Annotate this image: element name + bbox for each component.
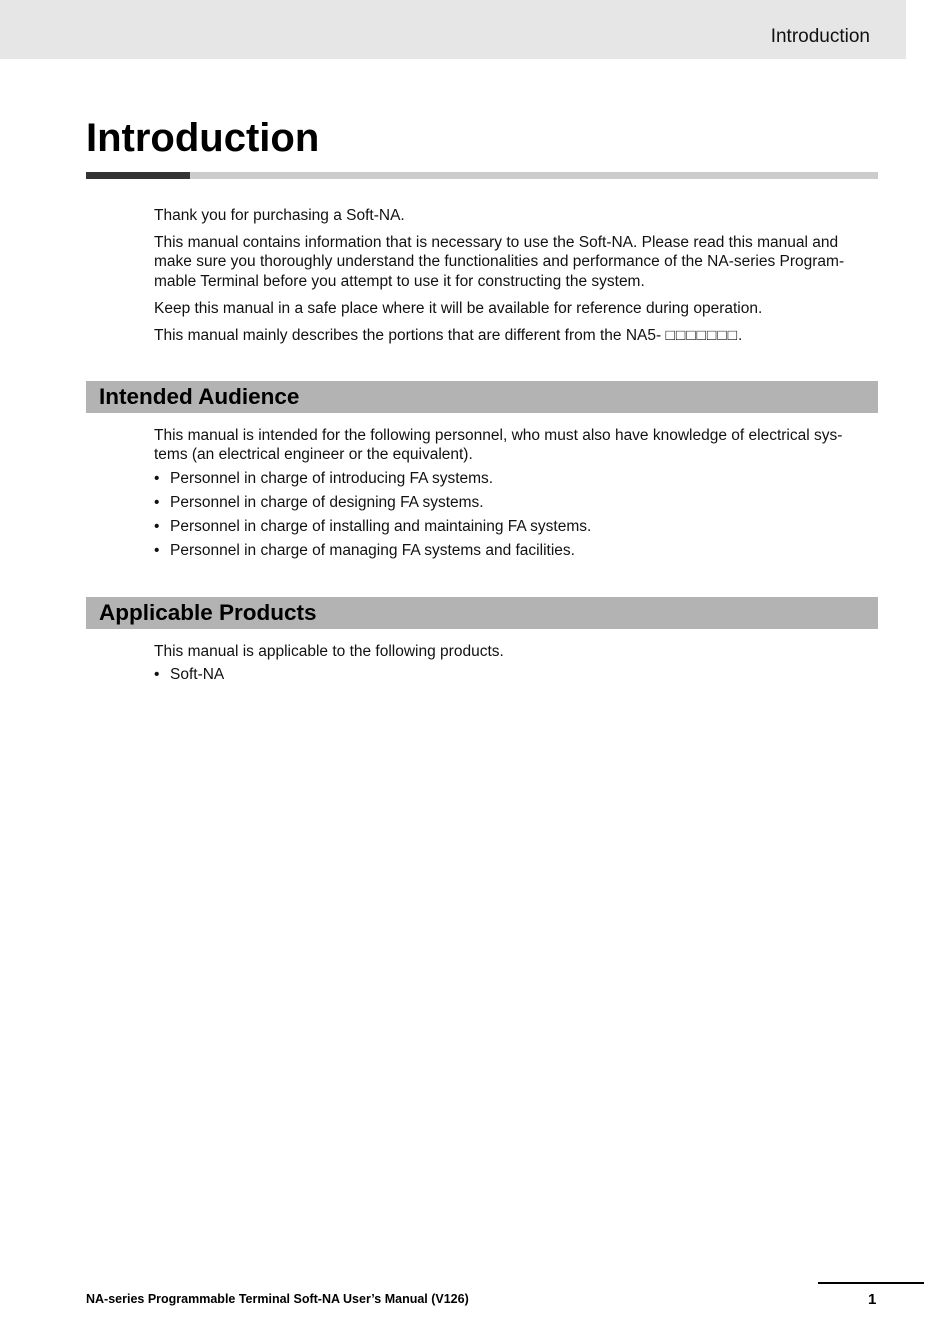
list-item bbox=[154, 665, 870, 684]
footer-manual-title: NA-series Programmable Terminal Soft-NA User’s Manual (V126) bbox=[86, 1292, 469, 1306]
bullet-icon: • bbox=[154, 541, 160, 559]
intro-paragraph: This manual contains information that is necessary to use the Soft-NA. Please read this manual and make sure you thoroughly understand the functionalities and performance of the NA-series Program-mable Terminal before you attempt to use it for constructing the system. bbox=[154, 234, 845, 290]
intro-paragraph: Keep this manual in a safe place where it will be available for reference during operation. bbox=[154, 299, 763, 317]
section-body-products bbox=[154, 642, 870, 689]
bullet-icon: • bbox=[154, 666, 160, 684]
list-item-text: Soft-NA bbox=[170, 666, 225, 684]
list-item-text: Personnel in charge of designing FA systems. bbox=[170, 493, 484, 511]
intro-model-text: This manual mainly describes the portions that are different from the NA5- bbox=[154, 326, 666, 344]
page-title: Introduction bbox=[86, 116, 320, 160]
list-item bbox=[154, 517, 870, 536]
title-underline-accent bbox=[86, 172, 190, 179]
model-number-placeholder: □□□□□□□ bbox=[665, 326, 739, 344]
running-header bbox=[0, 0, 906, 59]
audience-list bbox=[154, 469, 870, 560]
intro-paragraph: Thank you for purchasing a Soft-NA. bbox=[154, 207, 405, 224]
list-item-text: Personnel in charge of introducing FA systems. bbox=[170, 469, 494, 487]
products-list bbox=[154, 665, 870, 684]
list-item bbox=[154, 493, 870, 512]
title-underline bbox=[86, 172, 878, 179]
bullet-icon: • bbox=[154, 517, 160, 535]
list-item-text: Personnel in charge of managing FA systems and facilities. bbox=[170, 541, 575, 559]
section-heading-bar-products bbox=[86, 597, 878, 629]
intro-paragraph-model bbox=[154, 326, 870, 345]
section-heading-products: Applicable Products bbox=[99, 600, 317, 625]
section-heading-audience: Intended Audience bbox=[99, 384, 300, 409]
bullet-icon: • bbox=[154, 469, 160, 487]
section-heading-bar-audience bbox=[86, 381, 878, 413]
running-header-title: Introduction bbox=[770, 26, 870, 47]
section-body-audience bbox=[154, 426, 870, 565]
section-lead: This manual is intended for the following personnel, who must also have knowledge of electrical sys-tems (an electrical engineer or the equivalent). bbox=[154, 427, 843, 464]
intro-model-suffix: . bbox=[738, 326, 743, 344]
list-item-text: Personnel in charge of installing and maintaining FA systems. bbox=[170, 517, 592, 535]
page-number: 1 bbox=[868, 1291, 877, 1308]
footer-rule bbox=[818, 1282, 924, 1284]
list-item bbox=[154, 541, 870, 560]
list-item bbox=[154, 469, 870, 488]
intro-block bbox=[154, 206, 870, 353]
bullet-icon: • bbox=[154, 493, 160, 511]
section-lead: This manual is applicable to the following products. bbox=[154, 643, 504, 660]
